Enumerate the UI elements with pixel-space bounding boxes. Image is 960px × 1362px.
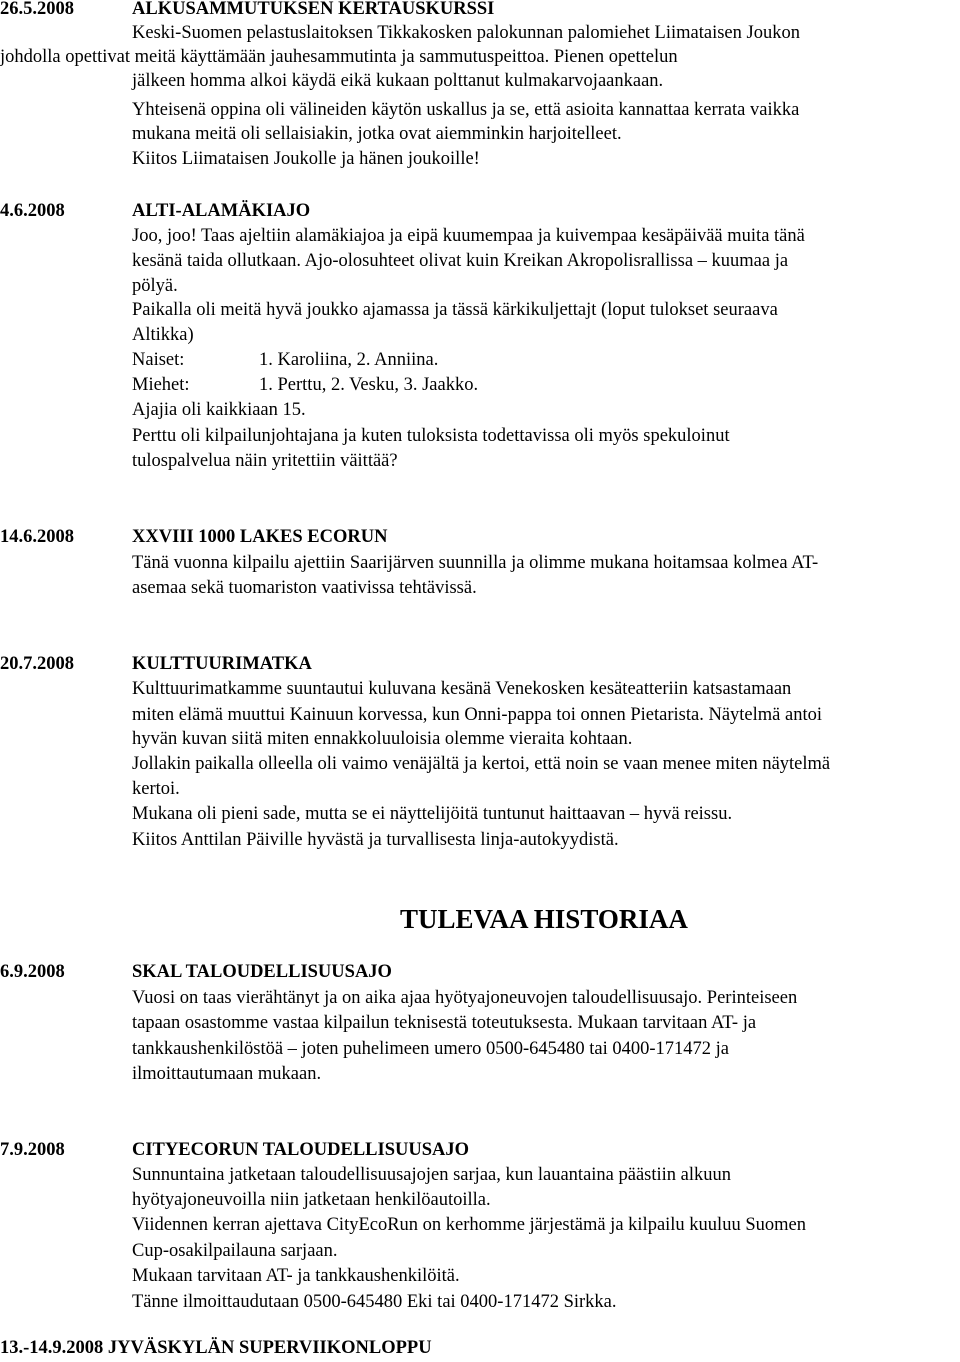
body-line: Cup-osakilpailauna sarjaan. bbox=[132, 1241, 338, 1261]
results-value-naiset: 1. Karoliina, 2. Anniina. bbox=[259, 350, 439, 370]
body-line: Tänä vuonna kilpailu ajettiin Saarijärven suunnilla ja olimme mukana hoitamsaa kolmea AT- bbox=[132, 553, 819, 573]
section-date: 4.6.2008 bbox=[0, 201, 65, 221]
body-line: Mukaan tarvitaan AT- ja tankkaushenkilöitä. bbox=[132, 1266, 460, 1286]
body-line: Tänne ilmoittaudutaan 0500-645480 Eki tai 0400-171472 Sirkka. bbox=[132, 1292, 617, 1312]
body-line: Sunnuntaina jatketaan taloudellisuusajojen sarjaa, kun lauantaina päästiin alkuun bbox=[132, 1165, 732, 1185]
body-line: Kiitos Anttilan Päiville hyvästä ja turvallisesta linja-autokyydistä. bbox=[132, 830, 619, 850]
section-date: 26.5.2008 bbox=[0, 0, 74, 19]
body-line: asemaa sekä tuomariston vaativissa tehtävissä. bbox=[132, 578, 477, 598]
section-title: ALKUSAMMUTUKSEN KERTAUSKURSSI bbox=[132, 0, 495, 19]
section-date: 14.6.2008 bbox=[0, 527, 74, 547]
results-label-naiset: Naiset: bbox=[132, 350, 185, 370]
section-title: SKAL TALOUDELLISUUSAJO bbox=[132, 962, 392, 982]
body-line: Vuosi on taas vierähtänyt ja on aika ajaa hyötyajoneuvojen taloudellisuusajo. Perinteiseen bbox=[132, 988, 798, 1008]
section-date: 7.9.2008 bbox=[0, 1140, 65, 1160]
body-line: tankkaushenkilöstöä – joten puhelimeen umero 0500-645480 tai 0400-171472 ja bbox=[132, 1039, 730, 1059]
section-title: XXVIII 1000 LAKES ECORUN bbox=[132, 527, 388, 547]
section-title: CITYECORUN TALOUDELLISUUSAJO bbox=[132, 1140, 470, 1160]
body-line: pölyä. bbox=[132, 276, 178, 296]
body-line: Viidennen kerran ajettava CityEcoRun on kerhomme järjestämä ja kilpailu kuuluu Suomen bbox=[132, 1215, 806, 1235]
body-line: Keski-Suomen pelastuslaitoksen Tikkakosken palokunnan palomiehet Liimataisen Joukon bbox=[132, 23, 800, 43]
section-date: 6.9.2008 bbox=[0, 962, 65, 982]
body-line: tulospalvelua näin yritettiin väittää? bbox=[132, 451, 398, 471]
body-line: Mukana oli pieni sade, mutta se ei näyttelijöitä tuntunut haittaavan – hyvä reissu. bbox=[132, 804, 733, 824]
body-line: Perttu oli kilpailunjohtajana ja kuten tuloksista todettavissa oli myös spekuloinut bbox=[132, 426, 730, 446]
section-date: 20.7.2008 bbox=[0, 654, 74, 674]
body-line: jälkeen homma alkoi käydä eikä kukaan polttanut kulmakarvojaankaan. bbox=[132, 71, 664, 91]
results-label-miehet: Miehet: bbox=[132, 375, 190, 395]
body-line: Kulttuurimatkamme suuntautui kuluvana kesänä Venekosken kesäteatteriin katsastamaan bbox=[132, 679, 792, 699]
body-line: Ajajia oli kaikkiaan 15. bbox=[132, 400, 306, 420]
body-line: mukana meitä oli sellaisiakin, jotka ovat aiemminkin harjoitelleet. bbox=[132, 124, 622, 144]
body-line: Altikka) bbox=[132, 325, 194, 345]
results-value-miehet: 1. Perttu, 2. Vesku, 3. Jaakko. bbox=[259, 375, 479, 395]
body-line: ilmoittautumaan mukaan. bbox=[132, 1064, 322, 1084]
body-line: Joo, joo! Taas ajeltiin alamäkiajoa ja eipä kuumempaa ja kuivempaa kesäpäivää muita tänä bbox=[132, 226, 805, 246]
body-line: kesänä taida ollutkaan. Ajo-olosuhteet olivat kuin Kreikan Akropolisrallissa – kuumaa ja bbox=[132, 251, 789, 271]
body-line: kertoi. bbox=[132, 779, 180, 799]
section-title: ALTI-ALAMÄKIAJO bbox=[132, 201, 311, 221]
body-line: hyvän kuvan siitä miten ennakkoluuloisia olemme vieraita kohtaan. bbox=[132, 729, 633, 749]
body-line: Paikalla oli meitä hyvä joukko ajamassa ja tässä kärkikuljettajt (loput tulokset seuraava bbox=[132, 300, 778, 320]
section-title: 13.-14.9.2008 JYVÄSKYLÄN SUPERVIIKONLOPPU bbox=[0, 1338, 432, 1358]
future-history-heading: TULEVAA HISTORIAA bbox=[400, 904, 688, 934]
body-line: hyötyajoneuvoilla niin jatketaan henkilöautoilla. bbox=[132, 1190, 491, 1210]
body-line: johdolla opettivat meitä käyttämään jauhesammutinta ja sammutuspeittoa. Pienen opettelun bbox=[0, 47, 678, 67]
body-line: Kiitos Liimataisen Joukolle ja hänen joukoille! bbox=[132, 149, 480, 169]
body-line: tapaan osastomme vastaa kilpailun teknisestä toteutuksesta. Mukaan tarvitaan AT- ja bbox=[132, 1013, 757, 1033]
body-line: miten elämä muuttui Kainuun korvessa, kun Onni-pappa toi onnen Pietarista. Näytelmä antoi bbox=[132, 705, 822, 725]
body-line: Yhteisenä oppina oli välineiden käytön uskallus ja se, että asioita kannattaa kerrata vaikka bbox=[132, 100, 800, 120]
section-title: KULTTUURIMATKA bbox=[132, 654, 312, 674]
body-line: Jollakin paikalla olleella oli vaimo venäjältä ja kertoi, että noin se vaan menee miten näytelmä bbox=[132, 754, 831, 774]
